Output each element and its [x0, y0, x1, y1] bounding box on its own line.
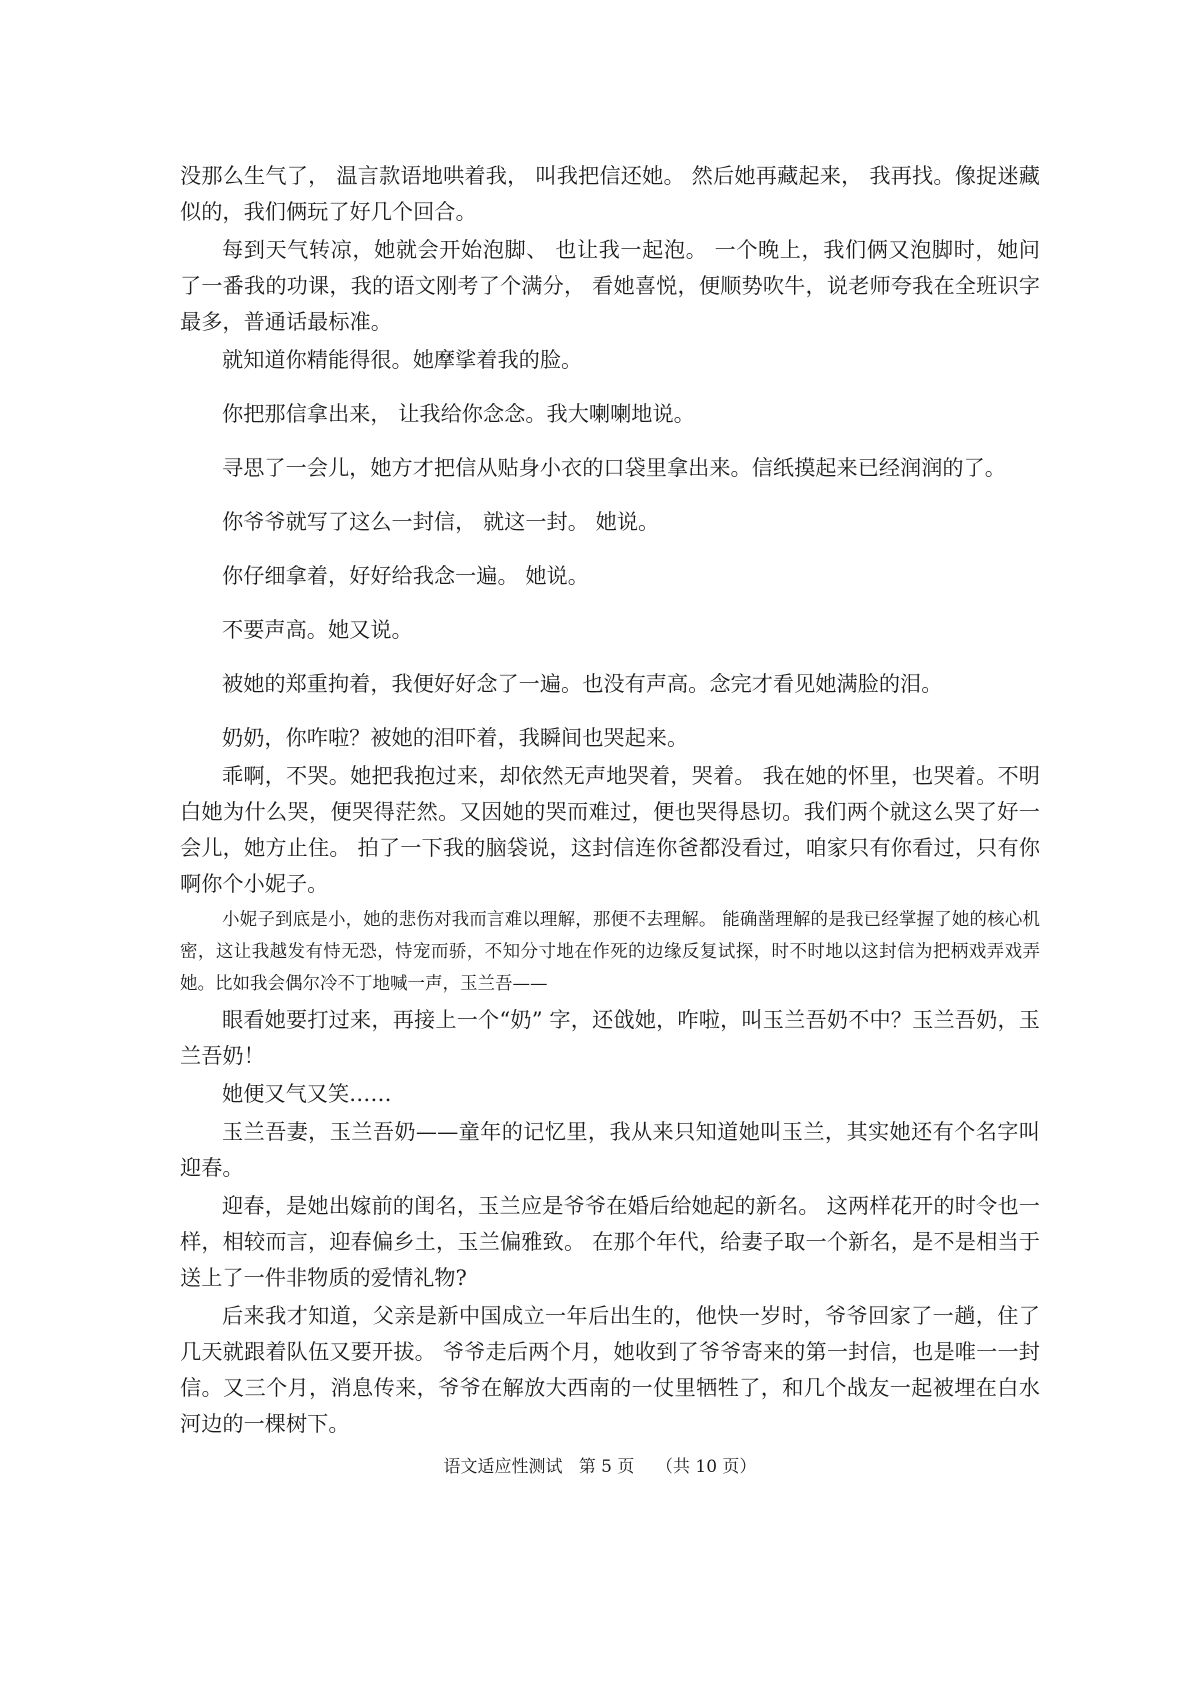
paragraph: 每到天气转凉，她就会开始泡脚、 也让我一起泡。 一个晚上，我们俩又泡脚时，她问了一番我的功课，我的语文刚考了个满分， 看她喜悦，便顺势吹牛，说老师夸我在全班识字最多，普通话最标准。 [180, 237, 1040, 334]
paragraph-small: 小妮子到底是小，她的悲伤对我而言难以理解，那便不去理解。 能确凿理解的是我已经掌握了她的核心机密，这让我越发有恃无恐，恃宠而骄，不知分寸地在作死的边缘反复试探，时不时地以这封信为把柄戏弄戏弄她。比如我会偶尔冷不丁地喊一声，玉兰吾—— [180, 910, 1040, 994]
page-footer: 语文适应性测试 第 5 页 （共 10 页） [443, 1457, 757, 1477]
paragraph: 不要声高。她又说。 [222, 617, 413, 642]
paragraph: 你把那信拿出来， 让我给你念念。我大喇喇地说。 [222, 401, 695, 426]
paragraph: 被她的郑重拘着，我便好好念了一遍。也没有声高。念完才看见她满脸的泪。 [222, 671, 943, 696]
paragraph: 玉兰吾妻，玉兰吾奶——童年的记忆里，我从来只知道她叫玉兰，其实她还有个名字叫迎春。 [180, 1119, 1040, 1180]
paragraph: 你爷爷就写了这么一封信， 就这一封。 她说。 [222, 509, 660, 534]
paragraph: 乖啊，不哭。她把我抱过来，却依然无声地哭着，哭着。 我在她的怀里，也哭着。不明白她为什么哭，便哭得茫然。又因她的哭而难过，便也哭得恳切。我们两个就这么哭了好一会儿，她方止住。 拍了一下我的脑袋说，这封信连你爸都没看过，咱家只有你看过，只有你啊你个小妮子。 [180, 763, 1040, 896]
paragraph: 后来我才知道，父亲是新中国成立一年后出生的，他快一岁时，爷爷回家了一趟，住了几天就跟着队伍又要开拔。 爷爷走后两个月，她收到了爷爷寄来的第一封信，也是唯一一封信。又三个月，消息传来，爷爷在解放大西南的一仗里牺牲了，和几个战友一起被埋在白水河边的一棵树下。 [180, 1303, 1040, 1436]
paragraph: 就知道你精能得很。她摩挲着我的脸。 [222, 347, 583, 372]
paragraph: 你仔细拿着，好好给我念一遍。 她说。 [222, 563, 589, 588]
paragraph: 她便又气又笑…… [222, 1081, 392, 1106]
document-body [180, 158, 1040, 1444]
paragraph: 没那么生气了， 温言款语地哄着我， 叫我把信还她。 然后她再藏起来， 我再找。像捉迷藏似的，我们俩玩了好几个回合。 [180, 163, 1040, 224]
paragraph: 奶奶，你咋啦？被她的泪吓着，我瞬间也哭起来。 [222, 725, 689, 750]
paragraph: 寻思了一会儿，她方才把信从贴身小衣的口袋里拿出来。信纸摸起来已经润润的了。 [222, 455, 1006, 480]
paragraph: 眼看她要打过来，再接上一个“奶” 字，还戗她，咋啦，叫玉兰吾奶不中？玉兰吾奶，玉兰吾奶！ [180, 1007, 1040, 1068]
paragraph: 迎春，是她出嫁前的闺名，玉兰应是爷爷在婚后给她起的新名。 这两样花开的时令也一样，相较而言，迎春偏乡土，玉兰偏雅致。 在那个年代，给妻子取一个新名，是不是相当于送上了一件非物质的爱情礼物? [180, 1193, 1040, 1290]
